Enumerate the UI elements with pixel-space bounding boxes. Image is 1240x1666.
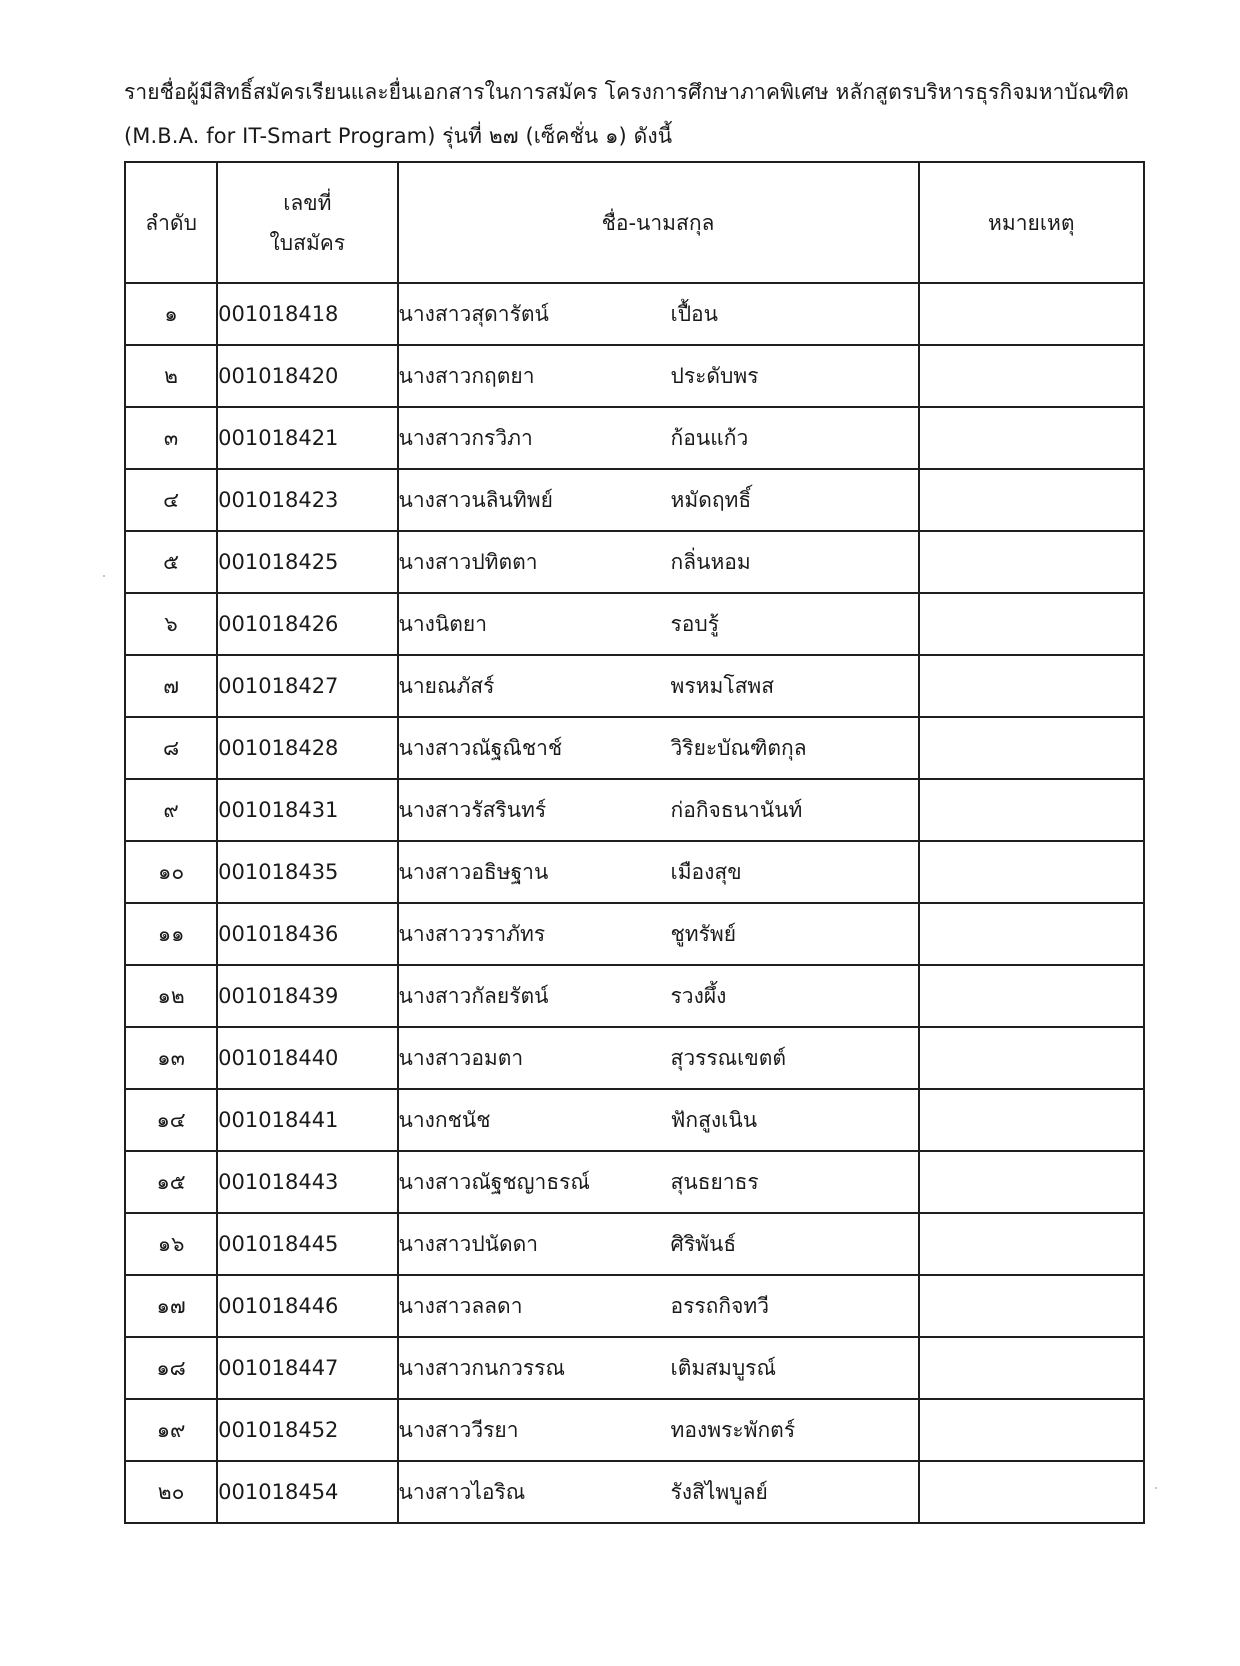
row-sequence: ๑๒ <box>125 965 217 1027</box>
row-remarks <box>919 1089 1144 1151</box>
row-last-name: เปื้อน <box>670 301 718 326</box>
row-application-number: 001018418 <box>217 283 397 345</box>
table-row <box>125 1399 1144 1461</box>
row-full-name <box>398 531 919 593</box>
row-application-number: 001018427 <box>217 655 397 717</box>
row-last-name: รวงผึ้ง <box>670 983 727 1008</box>
row-sequence: ๑๔ <box>125 1089 217 1151</box>
row-application-number: 001018454 <box>217 1461 397 1523</box>
row-last-name: พรหมโสพส <box>670 673 775 698</box>
row-sequence: ๙ <box>125 779 217 841</box>
row-remarks <box>919 903 1144 965</box>
row-application-number: 001018445 <box>217 1213 397 1275</box>
row-remarks <box>919 593 1144 655</box>
row-first-name: นางสาววราภัทร <box>398 921 546 946</box>
table-row <box>125 407 1144 469</box>
row-full-name <box>398 1089 919 1151</box>
row-application-number: 001018431 <box>217 779 397 841</box>
row-first-name: นางสาววีรยา <box>398 1417 519 1442</box>
scan-speck <box>1155 1487 1157 1489</box>
row-sequence: ๑๘ <box>125 1337 217 1399</box>
table-row <box>125 1275 1144 1337</box>
row-remarks <box>919 1337 1144 1399</box>
row-remarks <box>919 779 1144 841</box>
row-first-name: นางสาวกรวิภา <box>398 425 533 450</box>
row-remarks <box>919 717 1144 779</box>
row-sequence: ๕ <box>125 531 217 593</box>
row-first-name: นางสาวปนัดดา <box>398 1231 539 1256</box>
row-application-number: 001018452 <box>217 1399 397 1461</box>
row-full-name <box>398 593 919 655</box>
heading-line-2: (M.B.A. for IT-Smart Program) รุ่นที่ ๒๗ (เซ็คชั่น ๑) ดังนี้ <box>124 124 673 148</box>
table-body <box>125 283 1144 1523</box>
table-row <box>125 1151 1144 1213</box>
row-first-name: นางสาวกฤตยา <box>398 363 535 388</box>
table-row <box>125 283 1144 345</box>
row-remarks <box>919 1275 1144 1337</box>
row-remarks <box>919 1213 1144 1275</box>
row-last-name: รอบรู้ <box>670 611 720 636</box>
row-last-name: สุนธยาธร <box>670 1169 759 1194</box>
row-full-name <box>398 1213 919 1275</box>
row-full-name <box>398 1275 919 1337</box>
row-last-name: ฟักสูงเนิน <box>670 1107 758 1132</box>
row-application-number: 001018435 <box>217 841 397 903</box>
row-sequence: ๑๙ <box>125 1399 217 1461</box>
row-last-name: ทองพระพักตร์ <box>670 1417 796 1442</box>
row-remarks <box>919 655 1144 717</box>
table-row <box>125 531 1144 593</box>
row-remarks <box>919 283 1144 345</box>
row-application-number: 001018446 <box>217 1275 397 1337</box>
row-last-name: ชูทรัพย์ <box>670 921 737 946</box>
row-first-name: นางสาวลลดา <box>398 1293 523 1318</box>
row-full-name <box>398 1151 919 1213</box>
table-row <box>125 965 1144 1027</box>
table-row <box>125 655 1144 717</box>
row-sequence: ๑ <box>125 283 217 345</box>
row-last-name: อรรถกิจทวี <box>670 1293 770 1318</box>
row-full-name <box>398 1461 919 1523</box>
header-application-number-line-2: ใบสมัคร <box>269 230 346 255</box>
table-row <box>125 1461 1144 1523</box>
row-first-name: นางกชนัช <box>398 1107 491 1132</box>
row-last-name: ศิริพันธ์ <box>670 1231 737 1256</box>
row-first-name: นางสาวอธิษฐาน <box>398 859 549 884</box>
row-remarks <box>919 1461 1144 1523</box>
row-full-name <box>398 345 919 407</box>
row-remarks <box>919 469 1144 531</box>
row-application-number: 001018443 <box>217 1151 397 1213</box>
table-row <box>125 717 1144 779</box>
row-last-name: ก้อนแก้ว <box>670 425 749 450</box>
row-sequence: ๗ <box>125 655 217 717</box>
row-application-number: 001018425 <box>217 531 397 593</box>
table-header <box>125 162 1144 283</box>
document-heading <box>124 70 1144 158</box>
row-application-number: 001018441 <box>217 1089 397 1151</box>
row-first-name: นางสาวนลินทิพย์ <box>398 487 553 512</box>
row-full-name <box>398 717 919 779</box>
row-sequence: ๑๕ <box>125 1151 217 1213</box>
table-row <box>125 593 1144 655</box>
row-remarks <box>919 345 1144 407</box>
row-first-name: นางสาวกนกวรรณ <box>398 1355 565 1380</box>
row-last-name: ประดับพร <box>670 363 759 388</box>
row-first-name: นายณภัสร์ <box>398 673 495 698</box>
row-full-name <box>398 655 919 717</box>
row-full-name <box>398 965 919 1027</box>
header-full-name: ชื่อ-นามสกุล <box>398 162 919 283</box>
row-first-name: นางสาวรัสรินทร์ <box>398 797 547 822</box>
row-last-name: หมัดฤทธิ์ <box>670 487 752 512</box>
header-application-number-line-1: เลขที่ <box>283 190 332 215</box>
applicant-table <box>124 161 1145 1524</box>
row-full-name <box>398 407 919 469</box>
row-remarks <box>919 1027 1144 1089</box>
row-application-number: 001018428 <box>217 717 397 779</box>
row-remarks <box>919 1399 1144 1461</box>
table-row <box>125 1027 1144 1089</box>
row-application-number: 001018440 <box>217 1027 397 1089</box>
row-application-number: 001018439 <box>217 965 397 1027</box>
row-full-name <box>398 1027 919 1089</box>
table-row <box>125 841 1144 903</box>
row-last-name: รังสิไพบูลย์ <box>670 1479 768 1504</box>
row-last-name: เติมสมบูรณ์ <box>670 1355 776 1380</box>
row-remarks <box>919 841 1144 903</box>
row-sequence: ๑๐ <box>125 841 217 903</box>
row-full-name <box>398 903 919 965</box>
row-sequence: ๑๖ <box>125 1213 217 1275</box>
row-first-name: นางสาวกัลยรัตน์ <box>398 983 549 1008</box>
row-sequence: ๖ <box>125 593 217 655</box>
row-last-name: เมืองสุข <box>670 859 742 884</box>
header-sequence: ลำดับ <box>125 162 217 283</box>
table-row <box>125 469 1144 531</box>
row-full-name <box>398 1337 919 1399</box>
row-full-name <box>398 1399 919 1461</box>
row-remarks <box>919 965 1144 1027</box>
table-row <box>125 345 1144 407</box>
row-application-number: 001018420 <box>217 345 397 407</box>
row-last-name: วิริยะบัณฑิตกุล <box>670 735 807 760</box>
row-first-name: นางนิตยา <box>398 611 488 636</box>
row-first-name: นางสาวณัฐชญาธรณ์ <box>398 1169 590 1194</box>
scan-speck <box>103 575 105 577</box>
row-sequence: ๔ <box>125 469 217 531</box>
table-row <box>125 1337 1144 1399</box>
table-row <box>125 1089 1144 1151</box>
table-row <box>125 1213 1144 1275</box>
row-full-name <box>398 841 919 903</box>
row-first-name: นางสาวไอริณ <box>398 1479 526 1504</box>
row-last-name: สุวรรณเขตต์ <box>670 1045 786 1070</box>
row-first-name: นางสาวสุดารัตน์ <box>398 301 549 326</box>
row-sequence: ๒๐ <box>125 1461 217 1523</box>
row-application-number: 001018447 <box>217 1337 397 1399</box>
table-row <box>125 779 1144 841</box>
header-row <box>125 162 1144 283</box>
header-application-number <box>217 162 397 283</box>
row-full-name <box>398 469 919 531</box>
row-first-name: นางสาวปทิตตา <box>398 549 538 574</box>
row-application-number: 001018426 <box>217 593 397 655</box>
row-remarks <box>919 1151 1144 1213</box>
row-application-number: 001018436 <box>217 903 397 965</box>
row-last-name: ก่อกิจธนานันท์ <box>670 797 803 822</box>
row-sequence: ๑๓ <box>125 1027 217 1089</box>
row-application-number: 001018423 <box>217 469 397 531</box>
row-sequence: ๘ <box>125 717 217 779</box>
row-first-name: นางสาวอมตา <box>398 1045 524 1070</box>
row-application-number: 001018421 <box>217 407 397 469</box>
row-first-name: นางสาวณัฐณิชาช์ <box>398 735 563 760</box>
heading-line-1: รายชื่อผู้มีสิทธิ์สมัครเรียนและยื่นเอกสารในการสมัคร โครงการศึกษาภาคพิเศษ หลักสูตรบริหารธุรกิจมหาบัณฑิต <box>124 80 1129 104</box>
row-remarks <box>919 407 1144 469</box>
row-remarks <box>919 531 1144 593</box>
row-full-name <box>398 283 919 345</box>
row-sequence: ๓ <box>125 407 217 469</box>
row-last-name: กลิ่นหอม <box>670 549 751 574</box>
row-sequence: ๒ <box>125 345 217 407</box>
row-sequence: ๑๑ <box>125 903 217 965</box>
row-sequence: ๑๗ <box>125 1275 217 1337</box>
header-remarks: หมายเหตุ <box>919 162 1144 283</box>
table-row <box>125 903 1144 965</box>
row-full-name <box>398 779 919 841</box>
